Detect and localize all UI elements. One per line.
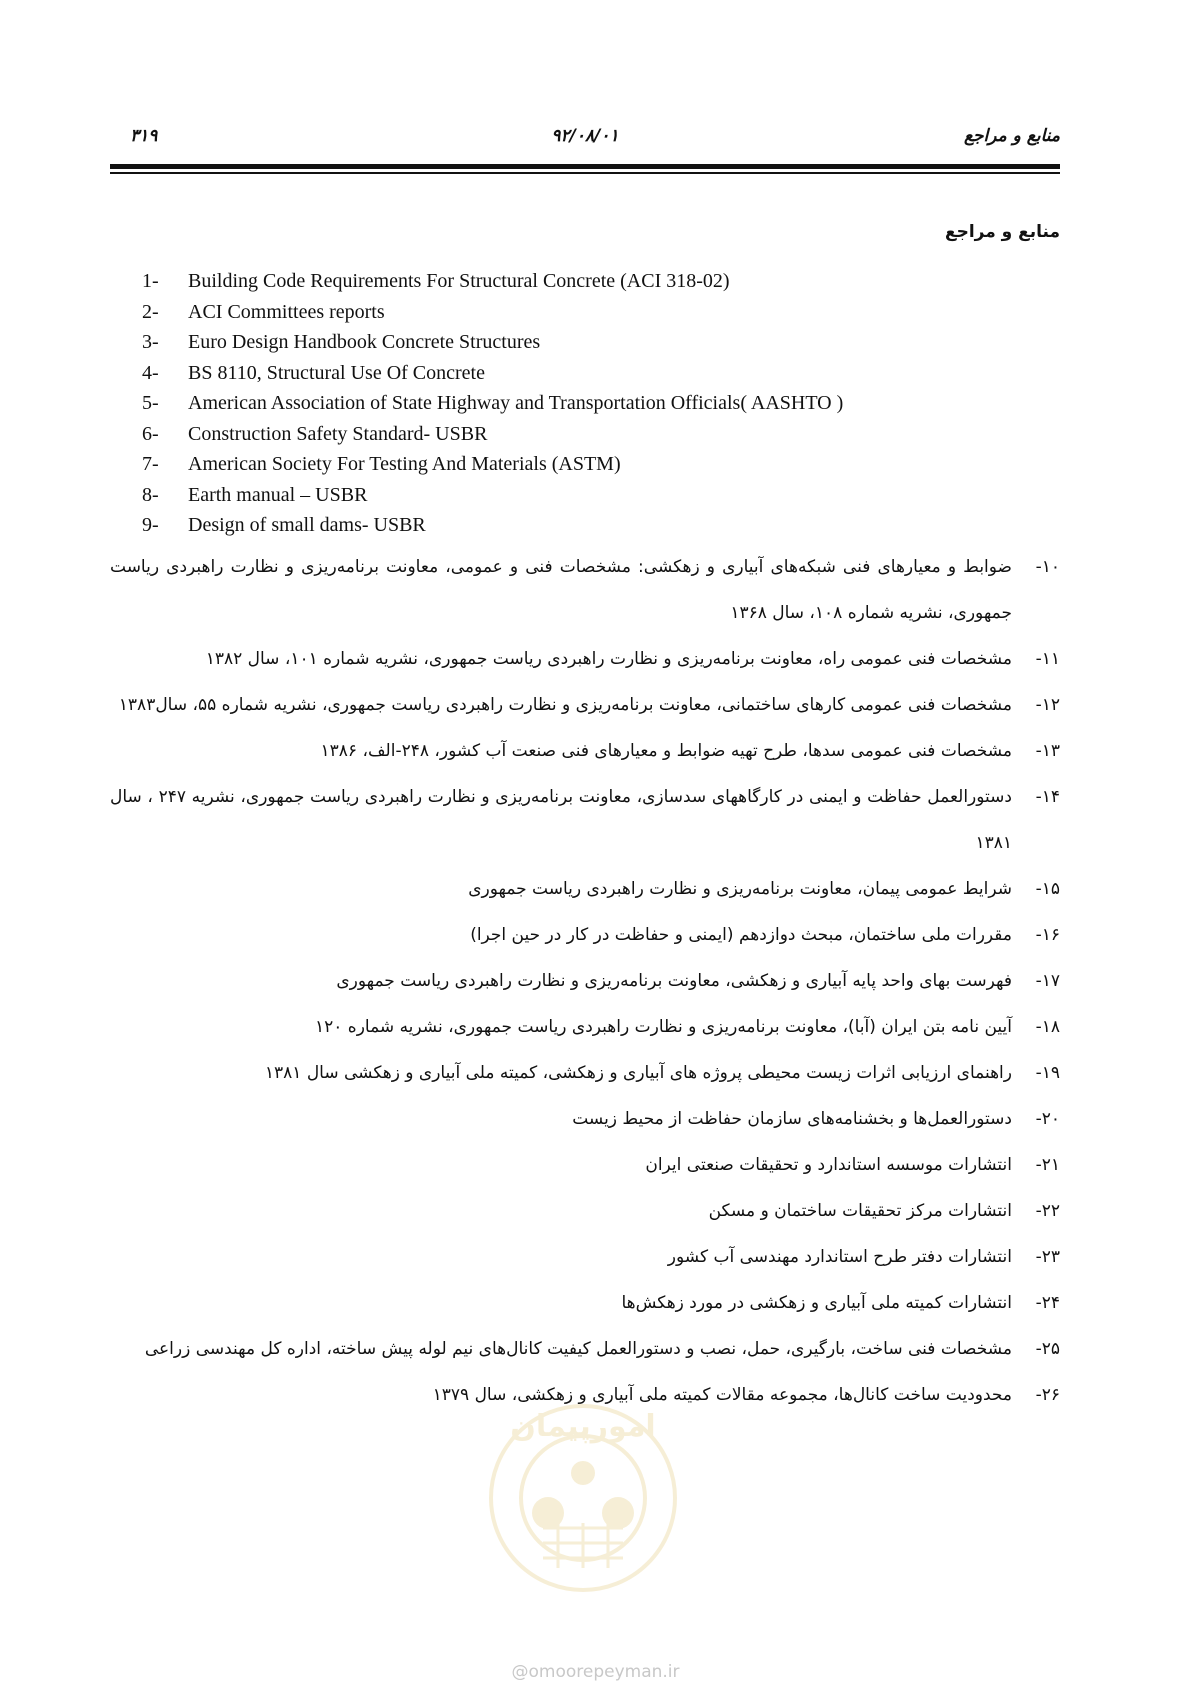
reference-number: ۱۸-	[1035, 1017, 1060, 1037]
reference-text: مشخصات فنی عمومی کارهای ساختمانی، معاونت برنامه‌ریزی و نظارت راهبردی ریاست جمهوری، نشریه شماره ۵۵، سال۱۳۸۳	[118, 695, 1012, 715]
reference-item	[110, 636, 1060, 682]
reference-item	[110, 1050, 1060, 1096]
reference-number: ۲۳-	[1035, 1247, 1060, 1267]
reference-item	[110, 1372, 1060, 1418]
reference-number: ۱۴-	[1035, 787, 1060, 807]
reference-item	[110, 1096, 1060, 1142]
reference-number: ۱۹-	[1035, 1063, 1060, 1083]
reference-text: انتشارات موسسه استاندارد و تحقیقات صنعتی ایران	[645, 1155, 1012, 1175]
reference-number: 5-	[142, 392, 159, 414]
reference-item	[110, 1142, 1060, 1188]
reference-number: ۲۴-	[1035, 1293, 1060, 1313]
reference-item	[110, 774, 1060, 866]
reference-text: American Society For Testing And Materials (ASTM)	[188, 453, 621, 475]
reference-text: فهرست بهای واحد پایه آبیاری و زهکشی، معاونت برنامه‌ریزی و نظارت راهبردی ریاست جمهوری	[336, 971, 1012, 991]
reference-number: ۱۵-	[1035, 879, 1060, 899]
reference-text: Earth manual – USBR	[188, 483, 368, 506]
reference-text: انتشارات مرکز تحقیقات ساختمان و مسکن	[708, 1201, 1012, 1221]
reference-item	[142, 327, 1042, 358]
watermark-url: @omoorepeyman.ir	[511, 1662, 680, 1682]
reference-item	[142, 419, 1042, 450]
reference-item	[142, 510, 1042, 541]
header-page-number: ۳۱۹	[130, 126, 158, 146]
reference-item	[110, 866, 1060, 912]
reference-number: 7-	[142, 453, 159, 475]
reference-text: Design of small dams- USBR	[188, 514, 426, 536]
reference-item	[142, 358, 1042, 389]
header-section-name: منابع و مراجع	[963, 126, 1060, 146]
section-title: منابع و مراجع	[944, 222, 1060, 242]
reference-number: 3-	[142, 331, 159, 353]
reference-number: ۱۳-	[1035, 741, 1060, 761]
reference-text: Construction Safety Standard- USBR	[188, 422, 488, 445]
reference-text: Euro Design Handbook Concrete Structures	[188, 331, 541, 353]
reference-item	[110, 1004, 1060, 1050]
reference-text: ACI Committees reports	[188, 300, 385, 323]
reference-text: انتشارات کمیته ملی آبیاری و زهکشی در مورد زهکش‌ها	[621, 1293, 1012, 1313]
reference-text: BS 8110, Structural Use Of Concrete	[188, 361, 485, 384]
reference-number: ۲۶-	[1035, 1385, 1060, 1405]
reference-text: ضوابط و معیارهای فنی شبکه‌های آبیاری و زهکشی: مشخصات فنی و عمومی، معاونت برنامه‌ریزی و نظارت راهبردی ریاست جمهوری، نشریه شماره ۱۰۸، سال ۱۳۶۸	[110, 557, 1012, 623]
header-date: ۹۲/۰۸/۰۱	[551, 126, 619, 146]
reference-number: ۲۲-	[1035, 1201, 1060, 1221]
page-header	[110, 126, 1060, 156]
reference-number: ۱۱-	[1035, 649, 1060, 669]
reference-item	[110, 728, 1060, 774]
reference-item	[110, 1188, 1060, 1234]
reference-number: ۱۷-	[1035, 971, 1060, 991]
reference-text: انتشارات دفتر طرح استاندارد مهندسی آب کشور	[667, 1247, 1012, 1267]
reference-item	[110, 912, 1060, 958]
reference-item	[110, 682, 1060, 728]
reference-item	[110, 544, 1060, 636]
reference-item	[142, 388, 1042, 419]
reference-item	[110, 1280, 1060, 1326]
header-rule-thin	[110, 172, 1060, 174]
reference-number: 9-	[142, 514, 159, 536]
reference-text: American Association of State Highway and Transportation Officials( AASHTO )	[188, 392, 844, 414]
reference-item	[142, 266, 1042, 297]
persian-references-list	[110, 544, 1060, 1418]
reference-text: مشخصات فنی ساخت، بارگیری، حمل، نصب و دستورالعمل کیفیت کانال‌های نیم لوله پیش ساخته، اداره کل مهندسی زراعی	[144, 1339, 1012, 1359]
watermark-brand-text: امورپیمان	[510, 1409, 656, 1444]
reference-number: 6-	[142, 422, 159, 445]
header-rule-thick	[110, 164, 1060, 169]
reference-text: آیین نامه بتن ایران (آبا)، معاونت برنامه‌ریزی و نظارت راهبردی ریاست جمهوری، نشریه شماره ۱۲۰	[314, 1017, 1012, 1037]
reference-number: ۲۰-	[1035, 1109, 1060, 1129]
reference-item	[142, 297, 1042, 328]
reference-number: 8-	[142, 483, 159, 506]
reference-number: ۲۱-	[1035, 1155, 1060, 1175]
reference-text: مقررات ملی ساختمان، مبحث دوازدهم (ایمنی و حفاظت در کار در حین اجرا)	[470, 925, 1012, 945]
reference-text: محدودیت ساخت کانال‌ها، مجموعه مقالات کمیته ملی آبیاری و زهکشی، سال ۱۳۷۹	[432, 1385, 1012, 1405]
reference-item	[110, 1234, 1060, 1280]
reference-item	[142, 449, 1042, 480]
reference-text: راهنمای ارزیابی اثرات زیست محیطی پروژه های آبیاری و زهکشی، کمیته ملی آبیاری و زهکشی سال ۱۳۸۱	[264, 1063, 1012, 1083]
reference-item	[110, 1326, 1060, 1372]
reference-number: 4-	[142, 361, 159, 384]
reference-text: Building Code Requirements For Structural Concrete (ACI 318-02)	[188, 270, 730, 292]
reference-number: ۱۶-	[1035, 925, 1060, 945]
reference-number: ۱۰-	[1035, 557, 1060, 577]
reference-text: دستورالعمل حفاظت و ایمنی در کارگاههای سدسازی، معاونت برنامه‌ریزی و نظارت راهبردی ریاست جمهوری، نشریه ۲۴۷ ، سال ۱۳۸۱	[110, 787, 1012, 853]
reference-item	[110, 958, 1060, 1004]
reference-number: 1-	[142, 270, 159, 292]
reference-number: ۲۵-	[1035, 1339, 1060, 1359]
reference-item	[142, 480, 1042, 511]
reference-text: شرایط عمومی پیمان، معاونت برنامه‌ریزی و نظارت راهبردی ریاست جمهوری	[468, 879, 1012, 899]
reference-number: ۱۲-	[1035, 695, 1060, 715]
reference-text: دستورالعمل‌ها و بخشنامه‌های سازمان حفاظت از محیط زیست	[572, 1109, 1012, 1129]
reference-number: 2-	[142, 300, 159, 323]
english-references-list	[142, 266, 1042, 541]
reference-text: مشخصات فنی عمومی سدها، طرح تهیه ضوابط و معیارهای فنی صنعت آب کشور، ۲۴۸-الف، ۱۳۸۶	[320, 741, 1012, 761]
reference-text: مشخصات فنی عمومی راه، معاونت برنامه‌ریزی و نظارت راهبردی ریاست جمهوری، نشریه شماره ۱۰۱، سال ۱۳۸۲	[205, 649, 1012, 669]
watermark-seal-logo	[448, 1378, 718, 1648]
